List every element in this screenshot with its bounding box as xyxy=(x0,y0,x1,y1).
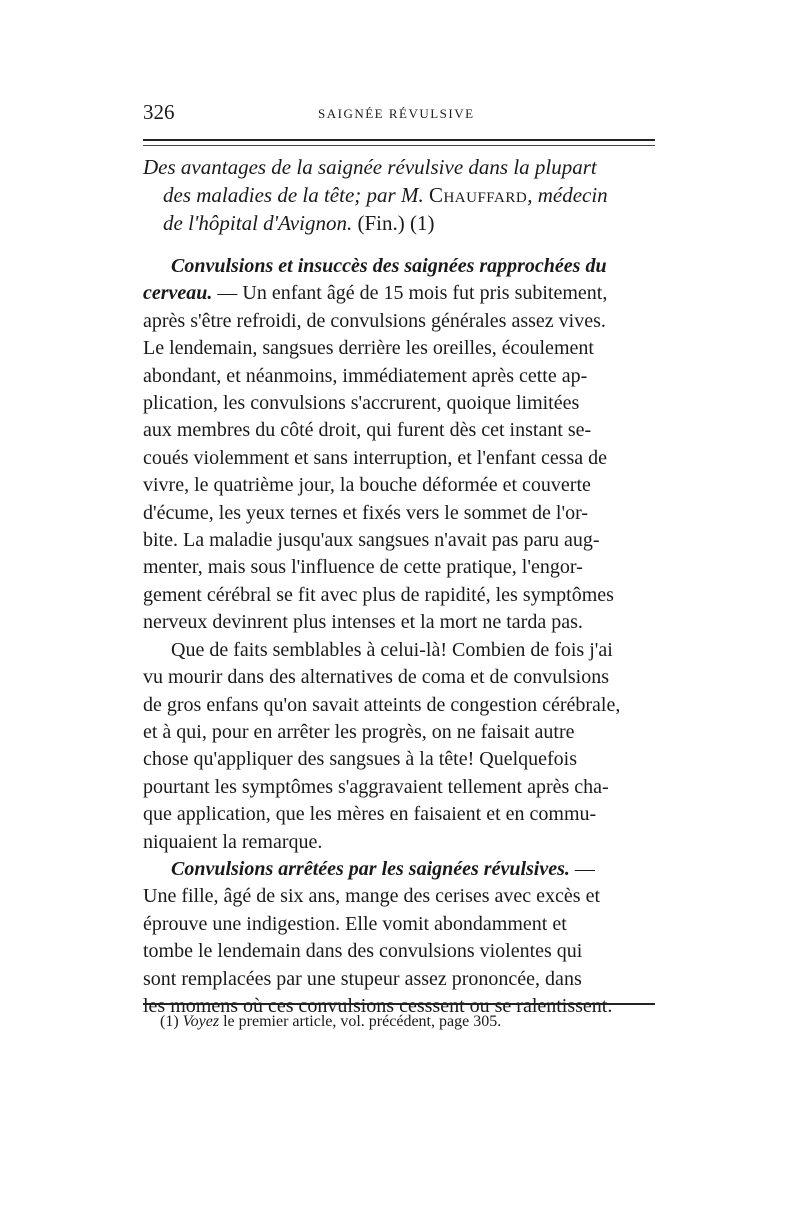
text-line: et à qui, pour en arrêter les progrès, on ne faisait autre xyxy=(143,720,575,743)
text-line: vu mourir dans des alternatives de coma et de convulsions xyxy=(143,666,609,689)
section-heading-1: Convulsions et insuccès des saignées rapprochées du xyxy=(171,255,607,277)
text-line: éprouve une indigestion. Elle vomit abondamment et xyxy=(143,912,567,935)
title-line-3 xyxy=(143,209,665,237)
text-line: que application, que les mères en faisaient et en commu- xyxy=(143,803,597,826)
paragraph-3-heading xyxy=(143,856,665,883)
text-line: d'écume, les yeux ternes et fixés vers le sommet de l'or- xyxy=(143,501,588,524)
text-line: de gros enfans qu'on savait atteints de congestion cérébrale, xyxy=(143,693,621,716)
text-line: abondant, et néanmoins, immédiatement après cette ap- xyxy=(143,364,588,387)
text-line: les momens où ces convulsions cesssent ou se ralentissent. xyxy=(143,994,613,1017)
title-line-2-end: , médecin xyxy=(527,183,608,207)
text-line: Que de faits semblables à celui-là! Combien de fois j'ai xyxy=(171,638,613,661)
text-line: Le lendemain, sangsues derrière les oreilles, écoulement xyxy=(143,337,594,360)
title-line-2 xyxy=(143,181,665,209)
heading-dash: — xyxy=(569,857,595,880)
footnote-voyez: Voyez xyxy=(182,1013,220,1030)
running-head: SAIGNÉE RÉVULSIVE xyxy=(318,106,475,121)
text-line: coués violemment et sans interruption, et l'enfant cessa de xyxy=(143,446,608,469)
footnote xyxy=(160,1013,501,1031)
text-line: vivre, le quatrième jour, la bouche déformée et couverte xyxy=(143,474,591,497)
text-line: aux membres du côté droit, qui furent dès cet instant se- xyxy=(143,419,592,442)
text-line: après s'être refroidi, de convulsions générales assez vives. xyxy=(143,309,606,332)
page-header xyxy=(143,98,655,130)
title-line-2-start: des maladies de la tête; par M. xyxy=(163,183,424,207)
footnote-text: le premier article, vol. précédent, page 305. xyxy=(223,1013,502,1030)
page-number: 326 xyxy=(143,100,175,124)
text-line: gement cérébral se fit avec plus de rapidité, les symptômes xyxy=(143,583,614,606)
paragraph-1-heading xyxy=(143,253,665,280)
text-line: bite. La maladie jusqu'aux sangsues n'avait pas paru aug- xyxy=(143,529,600,552)
text-line: menter, mais sous l'influence de cette pratique, l'engor- xyxy=(143,556,583,579)
author-name: Chauffard xyxy=(428,183,528,207)
text-line: tombe le lendemain dans des convulsions violentes qui xyxy=(143,940,583,963)
text-line xyxy=(143,280,665,307)
footnote-marker: (1) xyxy=(160,1013,179,1030)
text-line: Une fille, âgé de six ans, mange des cerises avec excès et xyxy=(143,885,601,908)
footnote-rule xyxy=(143,1003,655,1005)
text-line: nerveux devinrent plus intenses et la mort ne tarda pas. xyxy=(143,611,583,634)
text-line-content: — Un enfant âgé de 15 mois fut pris subitement, xyxy=(217,282,608,305)
article-title xyxy=(143,153,665,237)
text-line: pourtant les symptômes s'aggravaient tellement après cha- xyxy=(143,775,609,798)
text-line: plication, les convulsions s'accrurent, quoique limitées xyxy=(143,392,580,415)
section-heading-2: Convulsions arrêtées par les saignées révulsives. xyxy=(171,857,570,880)
title-line-1: Des avantages de la saignée révulsive dans la plupart xyxy=(143,155,597,179)
title-line-3-start: de l'hôpital d'Avignon. xyxy=(163,211,353,235)
text-line: niquaient la remarque. xyxy=(143,830,323,853)
text-line: chose qu'appliquer des sangsues à la tête! Quelquefois xyxy=(143,748,578,771)
title-line-3-end: (Fin.) (1) xyxy=(357,211,435,235)
text-line: sont remplacées par une stupeur assez prononcée, dans xyxy=(143,967,582,990)
header-rule xyxy=(143,139,655,146)
body-text xyxy=(143,253,665,1020)
section-heading-1-end: cerveau. xyxy=(143,282,213,305)
